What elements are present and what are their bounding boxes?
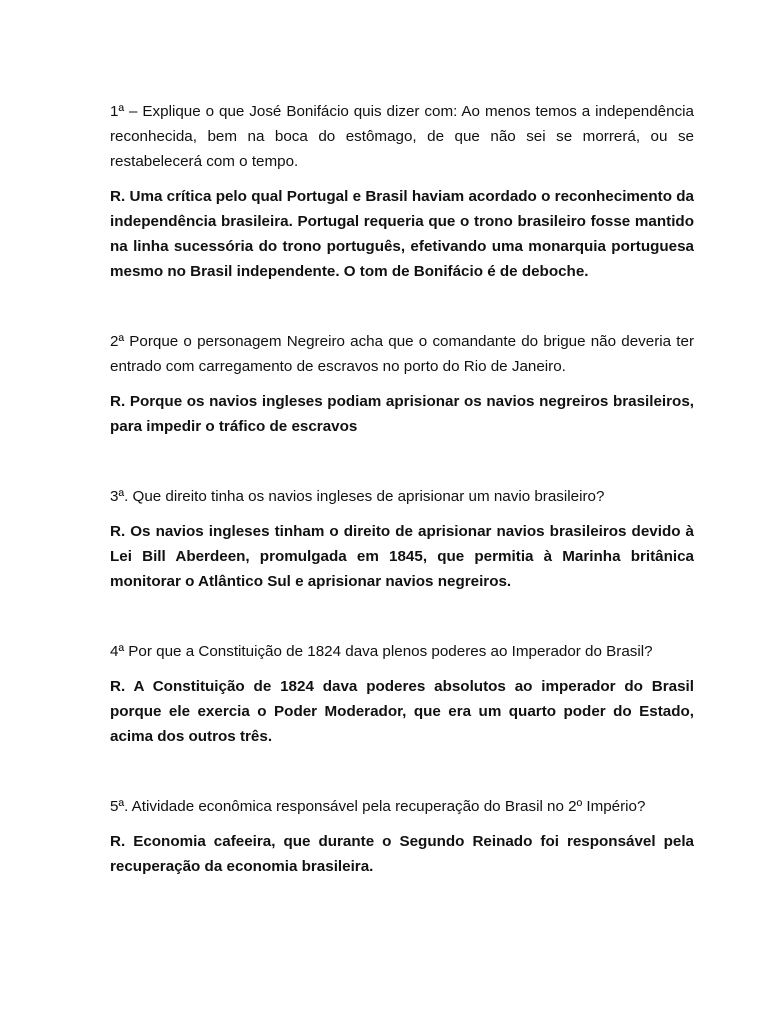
qa-block-2 (110, 329, 694, 439)
question-5: 5ª. Atividade econômica responsável pela recuperação do Brasil no 2º Império? (110, 798, 646, 815)
qa-block-5 (110, 794, 694, 879)
document-page (110, 99, 694, 879)
answer-2: R. Porque os navios ingleses podiam aprisionar os navios negreiros brasileiros, para impedir o tráfico de escravos (110, 393, 694, 435)
answer-1: R. Uma crítica pelo qual Portugal e Brasil haviam acordado o reconhecimento da independência brasileira. Portugal requeria que o trono brasileiro fosse mantido na linha sucessória do trono português, efetivando uma monarquia portuguesa mesmo no Brasil independente. O tom de Bonifácio é de deboche. (110, 188, 694, 280)
question-2: 2ª Porque o personagem Negreiro acha que o comandante do brigue não deveria ter entrado com carregamento de escravos no porto do Rio de Janeiro. (110, 333, 694, 375)
qa-block-1 (110, 99, 694, 284)
question-4: 4ª Por que a Constituição de 1824 dava plenos poderes ao Imperador do Brasil? (110, 643, 653, 660)
answer-4: R. A Constituição de 1824 dava poderes absolutos ao imperador do Brasil porque ele exercia o Poder Moderador, que era um quarto poder do Estado, acima dos outros três. (110, 678, 694, 745)
answer-3: R. Os navios ingleses tinham o direito de aprisionar navios brasileiros devido à Lei Bill Aberdeen, promulgada em 1845, que permitia à Marinha britânica monitorar o Atlântico Sul e aprisionar navios negreiros. (110, 523, 694, 590)
qa-block-3 (110, 484, 694, 594)
qa-block-4 (110, 639, 694, 749)
answer-5: R. Economia cafeeira, que durante o Segundo Reinado foi responsável pela recuperação da economia brasileira. (110, 833, 694, 875)
question-3: 3ª. Que direito tinha os navios ingleses de aprisionar um navio brasileiro? (110, 488, 605, 505)
question-1: 1ª – Explique o que José Bonifácio quis dizer com: Ao menos temos a independência reconhecida, bem na boca do estômago, de que não sei se morrerá, ou se restabelecerá com o tempo. (110, 103, 694, 170)
